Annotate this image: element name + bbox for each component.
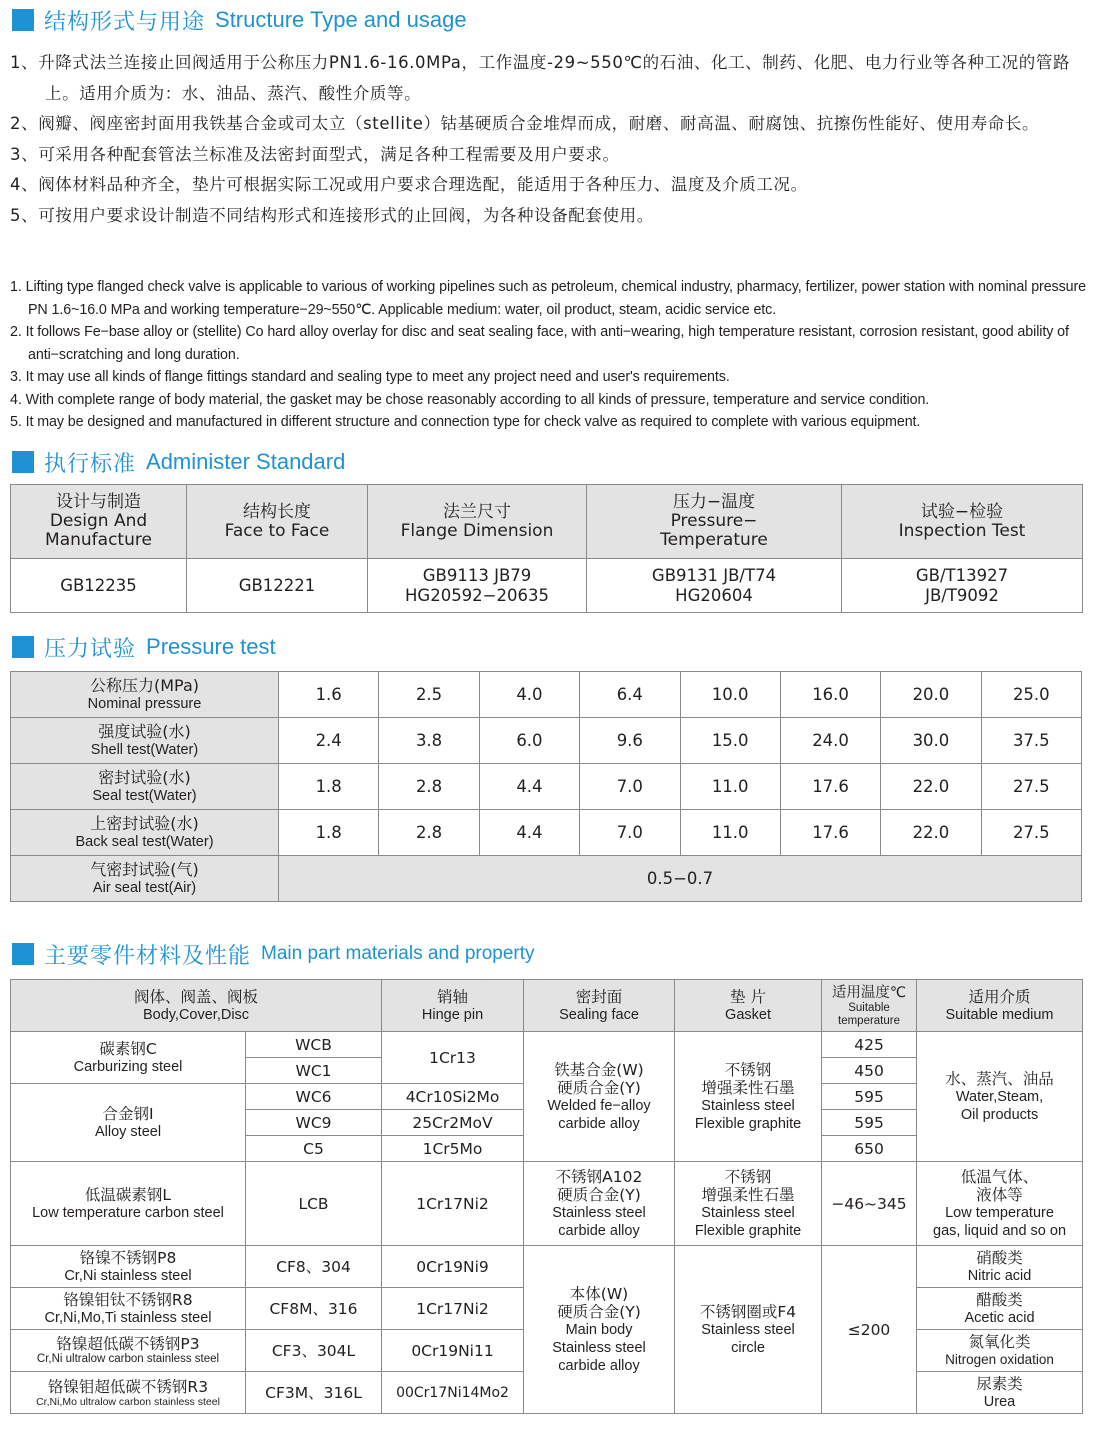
- table-cell: 00Cr17Ni14Mo2: [382, 1372, 524, 1414]
- table-row: [11, 856, 1082, 902]
- table-cell: ≤200: [822, 1246, 917, 1414]
- table-cell: WCB: [246, 1032, 382, 1058]
- table-row: [11, 1162, 1083, 1246]
- table-cell: 650: [822, 1136, 917, 1162]
- header-cell: 结构长度 Face to Face: [187, 485, 368, 559]
- section-title-zh: 压力试验: [44, 636, 137, 662]
- table-cell: 醋酸类 Acetic acid: [917, 1288, 1083, 1330]
- table-cell: GB12235: [11, 559, 187, 613]
- table-header-row: [11, 980, 1083, 1032]
- table-cell: 22.0: [881, 764, 981, 810]
- section-title-en: Main part materials and property: [261, 943, 535, 964]
- table-cell: 1Cr17Ni2: [382, 1288, 524, 1330]
- header-cell: 密封面 Sealing face: [524, 980, 675, 1032]
- usage-item-zh: 4、阀体材料品种齐全，垫片可根据实际工况或用户要求合理选配，能适用于各种压力、温度及介质工况。: [10, 175, 808, 194]
- material-label: 碳素钢C Carburizing steel: [11, 1032, 246, 1084]
- section-marker-icon: [12, 9, 34, 31]
- table-cell: 不锈钢A102 硬质合金(Y) Stainless steel carbide alloy: [524, 1162, 675, 1246]
- table-cell: CF8M、316: [246, 1288, 382, 1330]
- table-cell: −46~345: [822, 1162, 917, 1246]
- table-cell: 4.4: [479, 764, 579, 810]
- row-label: 气密封试验(气) Air seal test(Air): [11, 856, 279, 902]
- table-cell: 6.4: [580, 672, 680, 718]
- table-cell: 1.8: [279, 764, 379, 810]
- table-cell: 6.0: [479, 718, 579, 764]
- row-label: 强度试验(水) Shell test(Water): [11, 718, 279, 764]
- table-cell: CF3、304L: [246, 1330, 382, 1372]
- section-title-pressure: [12, 632, 276, 662]
- header-cell: 法兰尺寸 Flange Dimension: [368, 485, 587, 559]
- table-row: [11, 1246, 1083, 1288]
- table-cell: WC6: [246, 1084, 382, 1110]
- section-title-en: Pressure test: [146, 634, 276, 659]
- table-cell: WC9: [246, 1110, 382, 1136]
- table-cell: 不锈钢 增强柔性石墨 Stainless steel Flexible graphite: [675, 1032, 822, 1162]
- table-cell: 低温气体、 液体等 Low temperature gas, liquid and so on: [917, 1162, 1083, 1246]
- materials-table: [10, 979, 1083, 1414]
- material-label: 铬镍超低碳不锈钢P3 Cr,Ni ultralow carbon stainless steel: [11, 1330, 246, 1372]
- header-cell: 销轴 Hinge pin: [382, 980, 524, 1032]
- section-title-standard: [12, 447, 345, 477]
- usage-item-en: 1. Lifting type flanged check valve is applicable to various of working pipelines such as petroleum, chemical industry, pharmacy, fertilizer, power station with nominal pressure PN 1.6~16.0 MPa and working temperature−29~550℃. Applicable medium: water, oil product, steam, acidic service etc.: [10, 279, 1087, 318]
- header-cell: 阀体、阀盖、阀板 Body,Cover,Disc: [11, 980, 382, 1032]
- table-cell: 595: [822, 1110, 917, 1136]
- section-title-zh: 结构形式与用途: [44, 9, 206, 35]
- table-cell: 22.0: [881, 810, 981, 856]
- table-cell: 17.6: [780, 764, 880, 810]
- table-cell: 425: [822, 1032, 917, 1058]
- table-cell: 1.8: [279, 810, 379, 856]
- header-cell: 垫 片 Gasket: [675, 980, 822, 1032]
- standard-table: [10, 484, 1083, 613]
- table-row: [11, 559, 1083, 613]
- table-cell: 3.8: [379, 718, 479, 764]
- section-title-zh: 主要零件材料及性能: [44, 943, 252, 969]
- table-cell: 16.0: [780, 672, 880, 718]
- section-title-en: Structure Type and usage: [215, 7, 467, 32]
- table-row: [11, 1032, 1083, 1058]
- table-cell: 9.6: [580, 718, 680, 764]
- table-cell: 4.0: [479, 672, 579, 718]
- table-header-row: [11, 485, 1083, 559]
- material-label: 铬镍不锈钢P8 Cr,Ni stainless steel: [11, 1246, 246, 1288]
- table-cell: 0Cr19Ni9: [382, 1246, 524, 1288]
- table-cell: 27.5: [981, 810, 1081, 856]
- table-cell: 2.8: [379, 810, 479, 856]
- table-cell: 7.0: [580, 764, 680, 810]
- table-cell: 尿素类 Urea: [917, 1372, 1083, 1414]
- row-label: 上密封试验(水) Back seal test(Water): [11, 810, 279, 856]
- table-cell: 2.5: [379, 672, 479, 718]
- table-cell: 1.6: [279, 672, 379, 718]
- table-cell: 11.0: [680, 810, 780, 856]
- table-cell: 0.5−0.7: [279, 856, 1082, 902]
- table-cell: 595: [822, 1084, 917, 1110]
- table-cell: 37.5: [981, 718, 1081, 764]
- table-cell: CF8、304: [246, 1246, 382, 1288]
- table-cell: GB9113 JB79 HG20592−20635: [368, 559, 587, 613]
- material-label: 低温碳素钢L Low temperature carbon steel: [11, 1162, 246, 1246]
- material-label: 铬镍钼超低碳不锈钢R3 Cr,Ni,Mo ultralow carbon stainless steel: [11, 1372, 246, 1414]
- header-cell: 适用温度℃ Suitable temperature: [822, 980, 917, 1032]
- table-cell: C5: [246, 1136, 382, 1162]
- table-cell: 2.8: [379, 764, 479, 810]
- table-cell: 氮氧化类 Nitrogen oxidation: [917, 1330, 1083, 1372]
- table-cell: 硝酸类 Nitric acid: [917, 1246, 1083, 1288]
- material-label: 合金钢I Alloy steel: [11, 1084, 246, 1162]
- table-cell: GB12221: [187, 559, 368, 613]
- usage-item-zh: 3、可采用各种配套管法兰标准及法密封面型式，满足各种工程需要及用户要求。: [10, 144, 620, 164]
- table-cell: CF3M、316L: [246, 1372, 382, 1414]
- table-cell: 铁基合金(W) 硬质合金(Y) Welded fe−alloy carbide alloy: [524, 1032, 675, 1162]
- table-cell: 11.0: [680, 764, 780, 810]
- section-marker-icon: [12, 451, 34, 473]
- table-cell: 4Cr10Si2Mo: [382, 1084, 524, 1110]
- table-cell: 1Cr13: [382, 1032, 524, 1084]
- table-cell: 450: [822, 1058, 917, 1084]
- table-cell: LCB: [246, 1162, 382, 1246]
- material-label: 铬镍钼钛不锈钢R8 Cr,Ni,Mo,Ti stainless steel: [11, 1288, 246, 1330]
- row-label: 公称压力(MPa) Nominal pressure: [11, 672, 279, 718]
- table-cell: 24.0: [780, 718, 880, 764]
- row-label: 密封试验(水) Seal test(Water): [11, 764, 279, 810]
- table-cell: WC1: [246, 1058, 382, 1084]
- table-cell: 27.5: [981, 764, 1081, 810]
- table-cell: 7.0: [580, 810, 680, 856]
- usage-item-zh: 1、升降式法兰连接止回阀适用于公称压力PN1.6-16.0MPa，工作温度-29~550℃的石油、化工、制药、化肥、电力行业等各种工况的管路上。适用介质为：水、油品、蒸汽、酸性介质等。: [10, 53, 1071, 103]
- table-cell: 1Cr17Ni2: [382, 1162, 524, 1246]
- table-row: [11, 718, 1082, 764]
- table-cell: 25Cr2MoV: [382, 1110, 524, 1136]
- header-cell: 压力−温度 Pressure− Temperature: [587, 485, 842, 559]
- usage-list-en: [10, 276, 1090, 434]
- table-cell: 10.0: [680, 672, 780, 718]
- table-cell: 本体(W) 硬质合金(Y) Main body Stainless steel carbide alloy: [524, 1246, 675, 1414]
- table-cell: 水、蒸汽、油品 Water,Steam, Oil products: [917, 1032, 1083, 1162]
- header-cell: 适用介质 Suitable medium: [917, 980, 1083, 1032]
- table-cell: 0Cr19Ni11: [382, 1330, 524, 1372]
- table-cell: 不锈钢 增强柔性石墨 Stainless steel Flexible graphite: [675, 1162, 822, 1246]
- header-cell: 设计与制造 Design And Manufacture: [11, 485, 187, 559]
- table-row: [11, 672, 1082, 718]
- section-title-zh: 执行标准: [44, 451, 137, 477]
- table-cell: 1Cr5Mo: [382, 1136, 524, 1162]
- table-cell: 25.0: [981, 672, 1081, 718]
- section-title-en: Administer Standard: [146, 449, 346, 474]
- table-cell: GB/T13927 JB/T9092: [842, 559, 1083, 613]
- usage-item-en: 5. It may be designed and manufactured in different structure and connection type for check valve as required to complete with various equipment.: [10, 414, 921, 430]
- section-marker-icon: [12, 943, 34, 965]
- pressure-table: [10, 671, 1082, 902]
- table-cell: 4.4: [479, 810, 579, 856]
- table-cell: 20.0: [881, 672, 981, 718]
- usage-item-zh: 2、阀瓣、阀座密封面用我铁基合金或司太立（stellite）钴基硬质合金堆焊而成，耐磨、耐高温、耐腐蚀、抗擦伤性能好、使用寿命长。: [10, 114, 1040, 133]
- usage-item-zh: 5、可按用户要求设计制造不同结构形式和连接形式的止回阀，为各种设备配套使用。: [10, 205, 654, 225]
- table-row: [11, 764, 1082, 810]
- table-cell: 2.4: [279, 718, 379, 764]
- table-row: [11, 810, 1082, 856]
- usage-item-en: 2. It follows Fe−base alloy or (stellite) Co hard alloy overlay for disc and seat sealing face, with anti−wearing, high temperature resistant, corrosion resistant, good ability of anti−scratching and long duration.: [10, 324, 1069, 363]
- table-cell: GB9131 JB/T74 HG20604: [587, 559, 842, 613]
- table-cell: 15.0: [680, 718, 780, 764]
- header-cell: 试验−检验 Inspection Test: [842, 485, 1083, 559]
- table-cell: 17.6: [780, 810, 880, 856]
- table-cell: 不锈钢圈或F4 Stainless steel circle: [675, 1246, 822, 1414]
- usage-list-zh: [10, 48, 1090, 231]
- usage-item-en: 4. With complete range of body material, the gasket may be chose reasonably according to all kinds of pressure, temperature and service condition.: [10, 391, 930, 408]
- section-title-materials: [12, 939, 535, 969]
- table-cell: 30.0: [881, 718, 981, 764]
- section-marker-icon: [12, 636, 34, 658]
- usage-item-en: 3. It may use all kinds of flange fittings standard and sealing type to meet any project need and user's requirements.: [10, 369, 730, 385]
- section-title-structure: [12, 5, 467, 35]
